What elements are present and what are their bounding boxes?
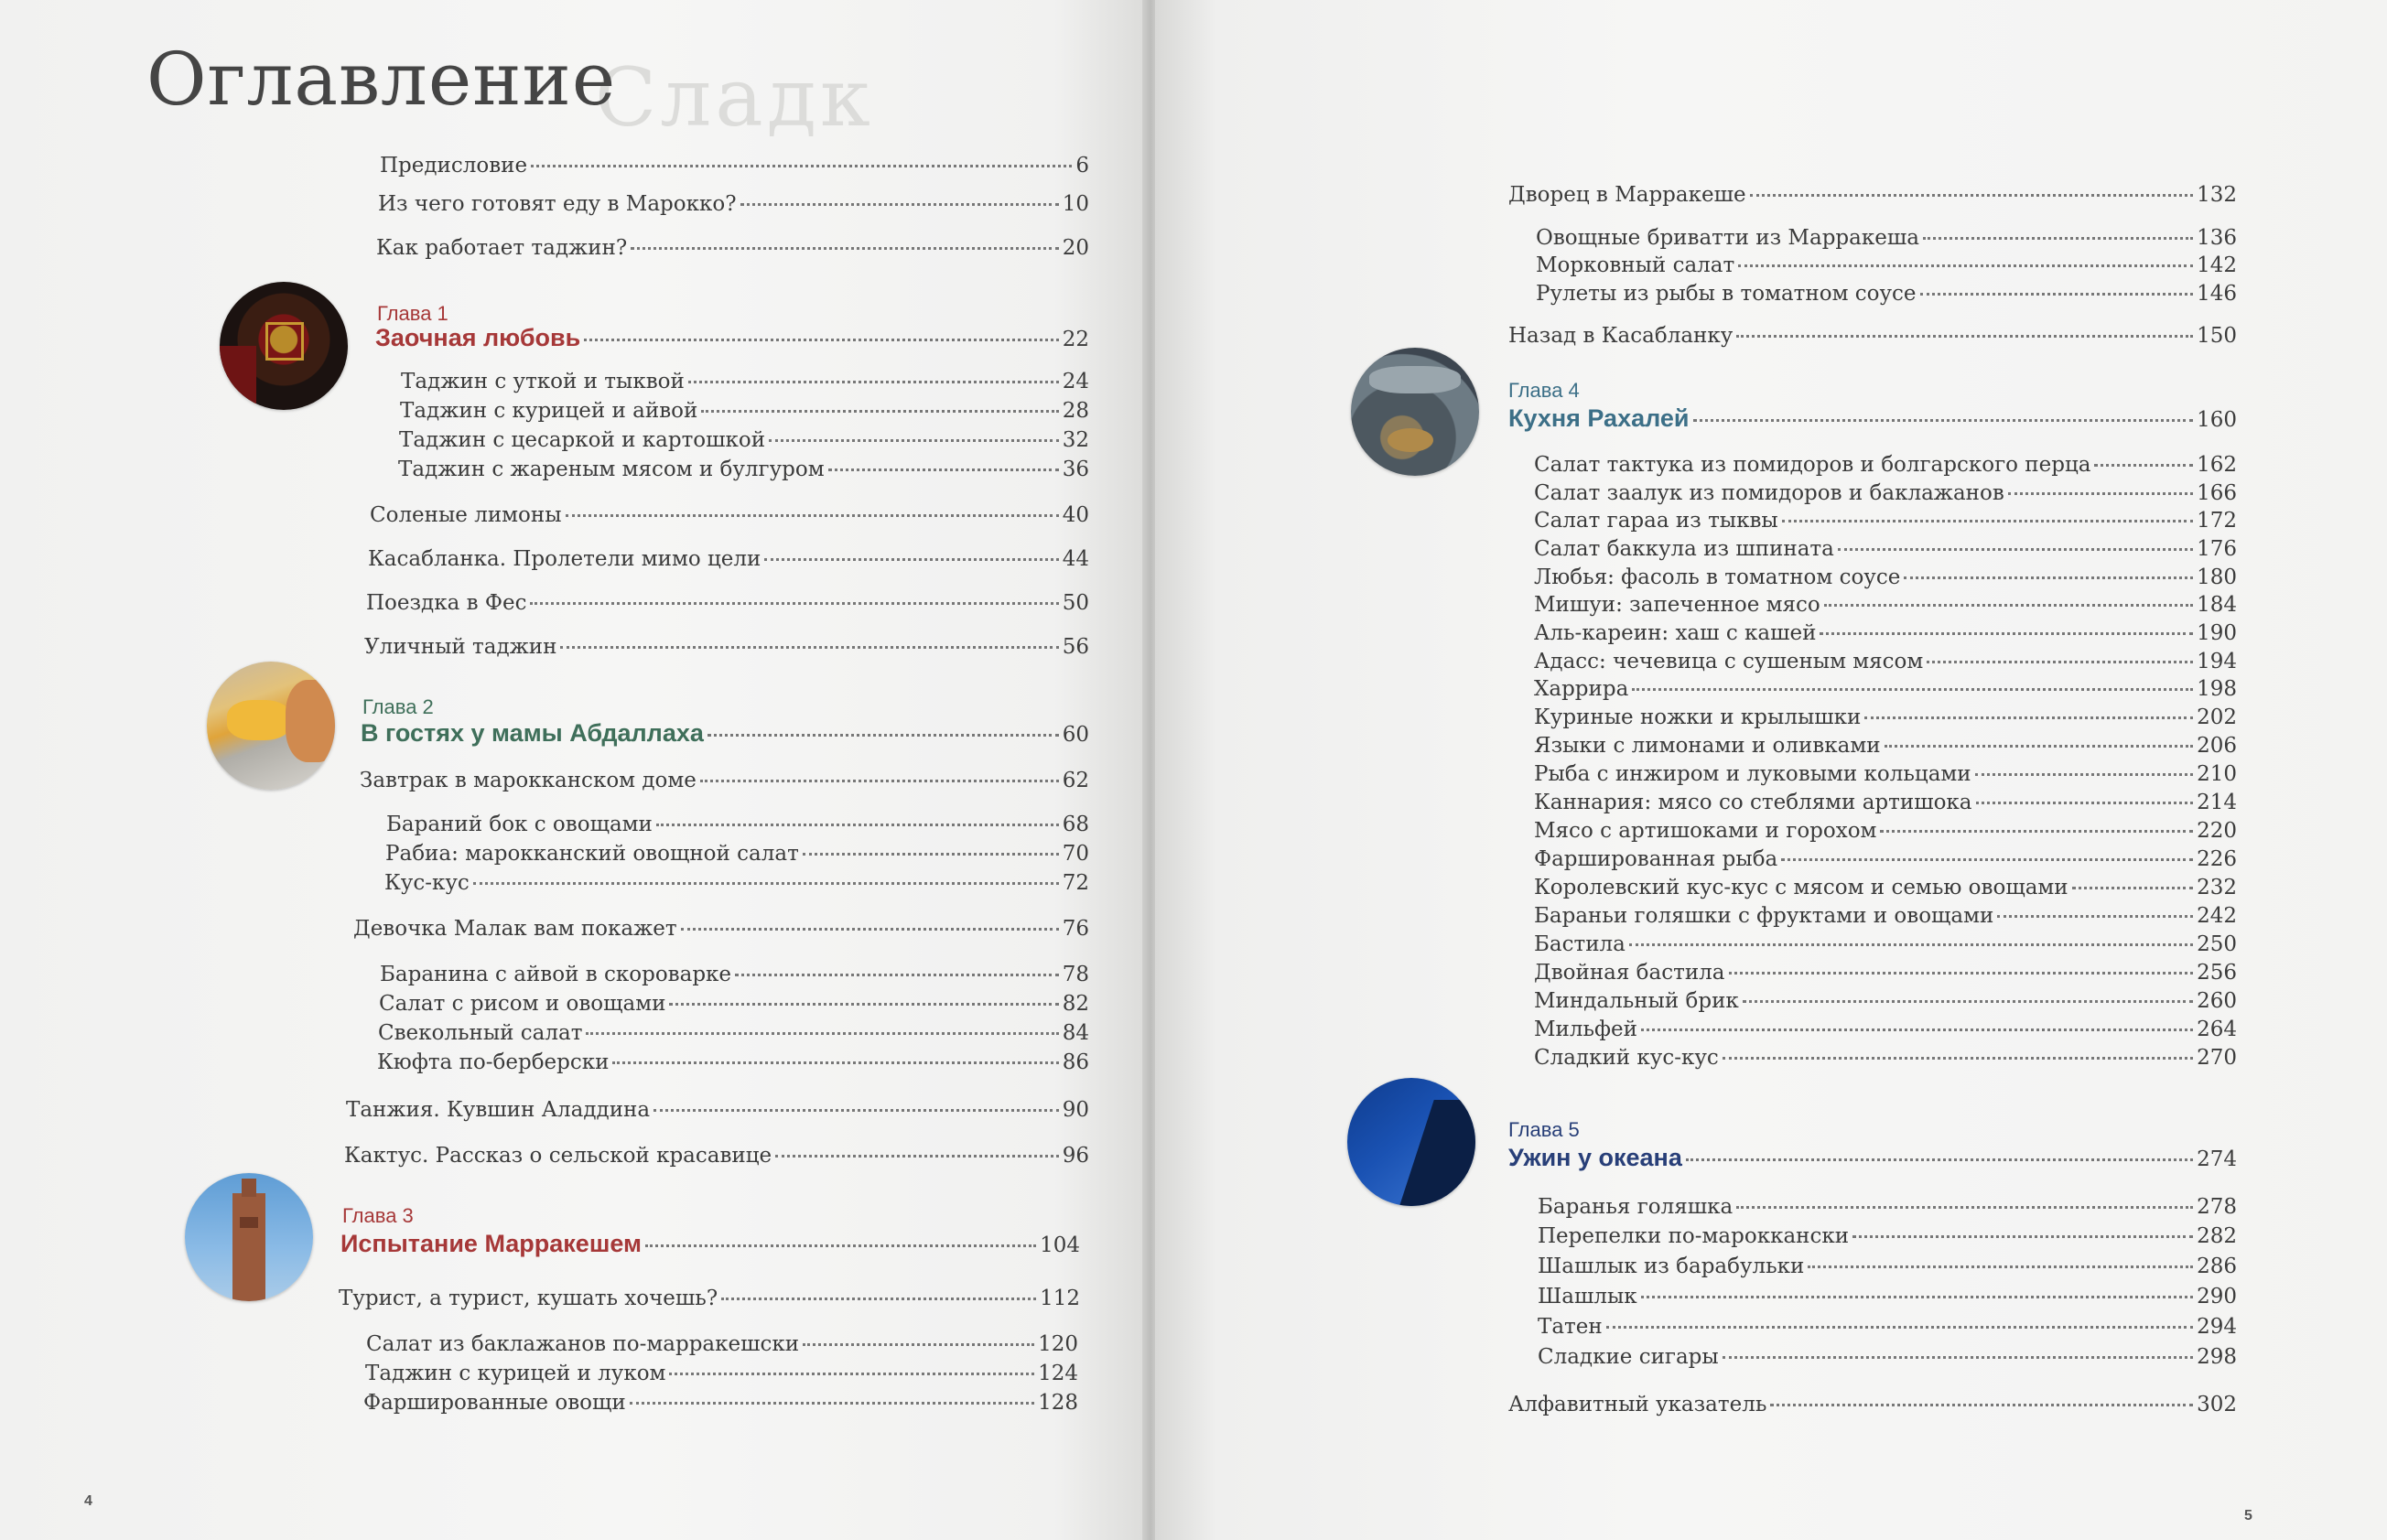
entry-page: 72	[1062, 871, 1089, 895]
entry-page: 242	[2197, 904, 2237, 928]
dot-leader	[1693, 419, 2194, 422]
toc-entry	[1536, 253, 2237, 277]
entry-page: 82	[1062, 992, 1089, 1016]
entry-page: 210	[2197, 762, 2237, 786]
dot-leader	[560, 646, 1058, 649]
toc-entry	[366, 1332, 1078, 1356]
dot-leader	[631, 247, 1059, 250]
chapter-1-thumbnail	[220, 282, 348, 410]
dot-leader	[1686, 1158, 2193, 1161]
hand	[286, 680, 335, 762]
toc-entry	[363, 1391, 1078, 1415]
dot-leader	[1885, 745, 2194, 748]
toc-entry	[1534, 650, 2237, 673]
entry-title: Таджин с курицей и айвой	[400, 399, 698, 423]
toc-entry	[378, 192, 1089, 216]
dot-leader	[1927, 661, 2193, 663]
entry-title: Сладкие сигары	[1538, 1345, 1719, 1369]
entry-title: Уличный таджин	[364, 635, 557, 659]
entry-title: Бараний бок с овощами	[386, 813, 653, 836]
entry-page: 60	[1062, 723, 1089, 747]
entry-title: Кус-кус	[384, 871, 470, 895]
entry-title: Миндальный брик	[1534, 989, 1739, 1013]
chapter-title-entry	[340, 1230, 1080, 1258]
entry-page: 294	[2197, 1315, 2237, 1339]
toc-entry	[1538, 1285, 2237, 1308]
entry-title: Таджин с жареным мясом и булгуром	[398, 458, 825, 481]
entry-page: 264	[2197, 1018, 2237, 1041]
toc-entry	[1534, 904, 2237, 928]
entry-title: Алфавитный указатель	[1508, 1393, 1767, 1416]
entry-page: 172	[2197, 509, 2237, 533]
entry-page: 286	[2197, 1255, 2237, 1278]
entry-title: Салат с рисом и овощами	[379, 992, 666, 1016]
entry-page: 104	[1040, 1233, 1080, 1257]
entry-title: Татен	[1538, 1315, 1603, 1339]
toc-entry	[353, 917, 1089, 941]
toc-entry	[360, 769, 1089, 792]
chapter-label: Глава 3	[342, 1204, 414, 1227]
toc-entry	[1534, 705, 2237, 729]
dot-leader	[473, 882, 1059, 885]
entry-title: Перепелки по-марокканcки	[1538, 1224, 1850, 1248]
entry-title: Назад в Касабланку	[1508, 324, 1734, 348]
entry-page: 278	[2197, 1195, 2237, 1219]
entry-page: 146	[2197, 282, 2237, 306]
dot-leader	[764, 558, 1058, 561]
toc-entry	[1534, 961, 2237, 985]
dot-leader	[645, 1244, 1036, 1247]
dot-leader	[630, 1402, 1034, 1405]
chapter-2-thumbnail	[207, 662, 335, 790]
toc-entry	[385, 842, 1089, 866]
dot-leader	[1606, 1326, 2193, 1329]
entry-title: Каннария: мясо со стеблями артишока	[1534, 791, 1972, 814]
toc-entry	[1534, 537, 2237, 561]
entry-page: 198	[2197, 677, 2237, 701]
dot-leader	[1923, 237, 2193, 240]
minaret-top	[242, 1179, 256, 1197]
entry-page: 76	[1062, 917, 1089, 941]
toc-entry	[1534, 481, 2237, 505]
dot-leader	[1824, 604, 2193, 607]
toc-entry	[368, 547, 1089, 571]
entry-title: Королевский кус-кус с мясом и семью овощами	[1534, 876, 2068, 899]
chapter-title-entry	[1508, 1144, 2237, 1172]
toc-entry	[1534, 791, 2237, 814]
dot-leader	[653, 1109, 1059, 1112]
entry-page: 220	[2197, 819, 2237, 843]
entry-page: 270	[2197, 1046, 2237, 1070]
entry-page: 190	[2197, 621, 2237, 645]
entry-page: 150	[2197, 324, 2237, 348]
toc-entry	[378, 1021, 1089, 1045]
entry-title: Баранья голяшка	[1538, 1195, 1734, 1219]
toc-entry	[346, 1098, 1089, 1122]
dot-leader	[1864, 716, 2193, 719]
toc-entry	[1534, 932, 2237, 956]
entry-page: 40	[1062, 503, 1089, 527]
entry-page: 206	[2197, 734, 2237, 758]
dot-leader	[656, 824, 1059, 826]
dot-leader	[707, 734, 1059, 737]
food	[227, 700, 291, 740]
entry-title: Двойная бастила	[1534, 961, 1725, 985]
entry-page: 120	[1038, 1332, 1078, 1356]
entry-page: 36	[1062, 458, 1089, 481]
dot-leader	[735, 974, 1059, 976]
entry-title: Таджин с цесаркой и картошкой	[399, 428, 766, 452]
dot-leader	[688, 381, 1059, 383]
entry-title: Поездка в Фес	[366, 591, 527, 615]
dot-leader	[1838, 548, 2193, 551]
entry-page: 142	[2197, 253, 2237, 277]
entry-page: 68	[1062, 813, 1089, 836]
dot-leader	[531, 165, 1072, 167]
toc-entry	[1534, 593, 2237, 617]
entry-page: 84	[1062, 1021, 1089, 1045]
toc-entry	[339, 1287, 1080, 1310]
entry-page: 282	[2197, 1224, 2237, 1248]
entry-title: Дворец в Марракеше	[1508, 183, 1746, 207]
toc-entry	[1538, 1195, 2237, 1219]
entry-page: 250	[2197, 932, 2237, 956]
toc-entry	[1508, 324, 2237, 348]
chapter-title-entry	[1508, 404, 2237, 433]
dot-leader	[1975, 773, 2193, 776]
dot-leader	[1880, 830, 2193, 833]
dot-leader	[1743, 1000, 2193, 1003]
entry-page: 32	[1062, 428, 1089, 452]
chapter-label: Глава 2	[362, 695, 434, 718]
entry-title: Бараньи голяшки с фруктами и овощами	[1534, 904, 1994, 928]
entry-title: Соленые лимоны	[370, 503, 562, 527]
toc-entry	[376, 236, 1089, 260]
chapter-title: Заочная любовь	[375, 324, 581, 351]
dot-leader	[669, 1373, 1034, 1375]
entry-page: 298	[2197, 1345, 2237, 1369]
entry-title: Из чего готовят еду в Марокко?	[378, 192, 737, 216]
toc-entry	[1534, 677, 2237, 701]
toc-entry	[1534, 1046, 2237, 1070]
entry-title: Мясо с артишоками и горохом	[1534, 819, 1877, 843]
toc-entry	[1508, 1393, 2237, 1416]
entry-title: Аль-кареин: хаш с кашей	[1534, 621, 1817, 645]
toc-entry	[1536, 282, 2237, 306]
entry-title: Фаршированные овощи	[363, 1391, 626, 1415]
dot-leader	[1997, 915, 2193, 918]
chapter-title: Кухня Рахалей	[1508, 404, 1690, 432]
entry-title: Овощные бриватти из Марракеша	[1536, 226, 1919, 250]
dot-leader	[1629, 943, 2193, 946]
toc-entry	[1534, 1018, 2237, 1041]
toc-entry	[379, 992, 1089, 1016]
entry-title: Салат баккула из шпината	[1534, 537, 1834, 561]
window-light	[1369, 366, 1461, 393]
chapter-title-entry	[361, 719, 1089, 748]
dot-leader	[2094, 464, 2193, 467]
entry-title: Турист, а турист, кушать хочешь?	[339, 1287, 718, 1310]
dot-leader	[584, 339, 1058, 341]
entry-page: 290	[2197, 1285, 2237, 1308]
dot-leader	[1729, 972, 2194, 975]
dot-leader	[740, 203, 1059, 206]
dot-leader	[681, 928, 1059, 931]
toc-entry	[1538, 1315, 2237, 1339]
entry-page: 214	[2197, 791, 2237, 814]
entry-title: Адасс: чечевица с сушеным мясом	[1534, 650, 1924, 673]
bleed-through-text: Сладк	[595, 50, 874, 145]
dot-leader	[828, 468, 1059, 471]
dot-leader	[566, 514, 1059, 517]
dot-leader	[803, 1343, 1034, 1346]
entry-page: 302	[2197, 1393, 2237, 1416]
right-page	[1155, 0, 2387, 1540]
entry-title: Свекольный салат	[378, 1021, 583, 1045]
toc-entry	[1534, 989, 2237, 1013]
entry-page: 62	[1062, 769, 1089, 792]
toc-entry	[1538, 1255, 2237, 1278]
entry-title: Как работает таджин?	[376, 236, 628, 260]
entry-title: Языки с лимонами и оливками	[1534, 734, 1881, 758]
entry-title: Сладкий кус-кус	[1534, 1046, 1719, 1070]
entry-title: Таджин с уткой и тыквой	[401, 370, 685, 393]
chapter-title: Испытание Марракешем	[340, 1230, 642, 1257]
entry-title: Шашлык из барабульки	[1538, 1255, 1805, 1278]
toc-entry	[1538, 1345, 2237, 1369]
minaret	[232, 1193, 265, 1301]
chapter-label: Глава 5	[1508, 1118, 1580, 1141]
entry-page: 160	[2197, 408, 2237, 432]
page-title: Оглавление	[146, 37, 617, 122]
toc-entry	[365, 1362, 1078, 1385]
chapter-label: Глава 1	[377, 302, 448, 325]
left-page	[0, 0, 1146, 1540]
dot-leader	[586, 1032, 1058, 1035]
entry-page: 260	[2197, 989, 2237, 1013]
entry-page: 24	[1062, 370, 1089, 393]
dot-leader	[1770, 1404, 2193, 1406]
entry-title: Бастила	[1534, 932, 1626, 956]
chapter-3-thumbnail	[185, 1173, 313, 1301]
toc-entry	[366, 591, 1089, 615]
toc-entry	[377, 1050, 1089, 1074]
toc-entry	[380, 154, 1089, 178]
entry-page: 10	[1062, 192, 1089, 216]
entry-page: 256	[2197, 961, 2237, 985]
page-number: 5	[2244, 1508, 2252, 1524]
entry-page: 176	[2197, 537, 2237, 561]
dot-leader	[1920, 293, 2194, 296]
chapter-5-thumbnail	[1347, 1078, 1475, 1206]
entry-page: 70	[1062, 842, 1089, 866]
toc-entry	[344, 1144, 1089, 1168]
dot-leader	[701, 410, 1058, 413]
entry-page: 44	[1062, 547, 1089, 571]
entry-title: Мильфей	[1534, 1018, 1637, 1041]
entry-page: 56	[1062, 635, 1089, 659]
entry-title: Куриные ножки и крылышки	[1534, 705, 1862, 729]
dot-leader	[1852, 1235, 2193, 1238]
toc-entry	[1508, 183, 2237, 207]
red-cloth	[220, 346, 256, 410]
entry-title: Кактус. Рассказ о сельской красавице	[344, 1144, 772, 1168]
toc-entry	[1536, 226, 2237, 250]
dot-leader	[1632, 688, 2193, 691]
entry-title: Касабланка. Пролетели мимо цели	[368, 547, 761, 571]
dot-leader	[721, 1298, 1036, 1300]
entry-page: 28	[1062, 399, 1089, 423]
entry-title: Морковный салат	[1536, 253, 1735, 277]
dot-leader	[1820, 632, 2193, 635]
entry-page: 166	[2197, 481, 2237, 505]
entry-title: Предисловие	[380, 154, 528, 178]
toc-entry	[1534, 734, 2237, 758]
dot-leader	[1781, 858, 2193, 861]
entry-page: 274	[2197, 1147, 2237, 1171]
dot-leader	[1750, 194, 2194, 197]
entry-page: 136	[2197, 226, 2237, 250]
toc-entry	[384, 871, 1089, 895]
dot-leader	[1808, 1265, 2193, 1268]
entry-title: Любья: фасоль в томатном соусе	[1534, 565, 1901, 589]
toc-entry	[1534, 621, 2237, 645]
entry-title: Танжия. Кувшин Аладдина	[346, 1098, 651, 1122]
entry-page: 232	[2197, 876, 2237, 899]
entry-page: 180	[2197, 565, 2237, 589]
cliff	[1392, 1100, 1475, 1206]
entry-page: 22	[1062, 328, 1089, 351]
entry-title: Харрира	[1534, 677, 1629, 701]
toc-entry	[370, 503, 1089, 527]
entry-title: Кюфта по-берберски	[377, 1050, 610, 1074]
chapter-label: Глава 4	[1508, 379, 1580, 402]
chapter-4-thumbnail	[1351, 348, 1479, 476]
dot-leader	[803, 853, 1059, 856]
entry-page: 162	[2197, 453, 2237, 477]
entry-title: Мишуи: запеченное мясо	[1534, 593, 1820, 617]
dot-leader	[1782, 520, 2193, 522]
toc-entry	[364, 635, 1089, 659]
entry-title: Шашлык	[1538, 1285, 1637, 1308]
entry-page: 6	[1075, 154, 1089, 178]
toc-entry	[401, 370, 1089, 393]
dot-leader	[1723, 1356, 2193, 1359]
toc-entry	[1534, 453, 2237, 477]
entry-page: 194	[2197, 650, 2237, 673]
dot-leader	[530, 602, 1058, 605]
entry-title: Таджин с курицей и луком	[365, 1362, 666, 1385]
entry-page: 96	[1062, 1144, 1089, 1168]
entry-title: Рулеты из рыбы в томатном соусе	[1536, 282, 1917, 306]
toc-entry	[380, 963, 1089, 986]
page-number: 4	[84, 1493, 92, 1509]
entry-title: Рыба с инжиром и луковыми кольцами	[1534, 762, 1971, 786]
entry-title: Завтрак в марокканском доме	[360, 769, 697, 792]
dot-leader	[1736, 1206, 2193, 1209]
dot-leader	[700, 780, 1059, 782]
pot	[1388, 428, 1433, 452]
entry-page: 90	[1062, 1098, 1089, 1122]
chapter-title: В гостях у мамы Абдаллаха	[361, 719, 704, 747]
toc-entry	[400, 399, 1089, 423]
dot-leader	[1904, 576, 2193, 579]
dot-leader	[1976, 802, 2194, 804]
toc-entry	[1534, 762, 2237, 786]
entry-page: 20	[1062, 236, 1089, 260]
entry-title: Салат из баклажанов по-марракешски	[366, 1332, 800, 1356]
toc-entry	[386, 813, 1089, 836]
dot-leader	[2008, 492, 2193, 495]
entry-page: 50	[1062, 591, 1089, 615]
toc-entry	[1534, 509, 2237, 533]
toc-entry	[1534, 847, 2237, 871]
dot-leader	[669, 1003, 1058, 1006]
entry-title: Девочка Малак вам покажет	[353, 917, 677, 941]
dot-leader	[1641, 1028, 2193, 1031]
entry-page: 86	[1062, 1050, 1089, 1074]
entry-title: Салат тактука из помидоров и болгарского перца	[1534, 453, 2091, 477]
dot-leader	[612, 1061, 1058, 1064]
entry-page: 202	[2197, 705, 2237, 729]
dot-leader	[769, 439, 1059, 442]
dot-leader	[2072, 887, 2193, 889]
entry-page: 124	[1038, 1362, 1078, 1385]
dot-leader	[1736, 335, 2193, 338]
toc-entry	[1534, 876, 2237, 899]
entry-title: Салат заалук из помидоров и баклажанов	[1534, 481, 2004, 505]
toc-entry	[399, 428, 1089, 452]
toc-entry	[1538, 1224, 2237, 1248]
entry-title: Фаршированная рыба	[1534, 847, 1778, 871]
entry-title: Салат гараа из тыквы	[1534, 509, 1778, 533]
dot-leader	[1738, 264, 2193, 267]
entry-page: 112	[1040, 1287, 1080, 1310]
entry-page: 184	[2197, 593, 2237, 617]
dot-leader	[1723, 1057, 2193, 1060]
ornament	[265, 322, 304, 361]
dot-leader	[775, 1155, 1059, 1158]
window	[240, 1217, 258, 1228]
chapter-title: Ужин у океана	[1508, 1144, 1682, 1171]
entry-page: 226	[2197, 847, 2237, 871]
dot-leader	[1641, 1296, 2193, 1298]
entry-title: Рабиа: марокканский овощной салат	[385, 842, 799, 866]
chapter-title-entry	[375, 324, 1089, 352]
entry-page: 128	[1038, 1391, 1078, 1415]
entry-page: 78	[1062, 963, 1089, 986]
entry-page: 132	[2197, 183, 2237, 207]
toc-entry	[1534, 819, 2237, 843]
entry-title: Баранина с айвой в скороварке	[380, 963, 732, 986]
toc-entry	[1534, 565, 2237, 589]
toc-entry	[398, 458, 1089, 481]
